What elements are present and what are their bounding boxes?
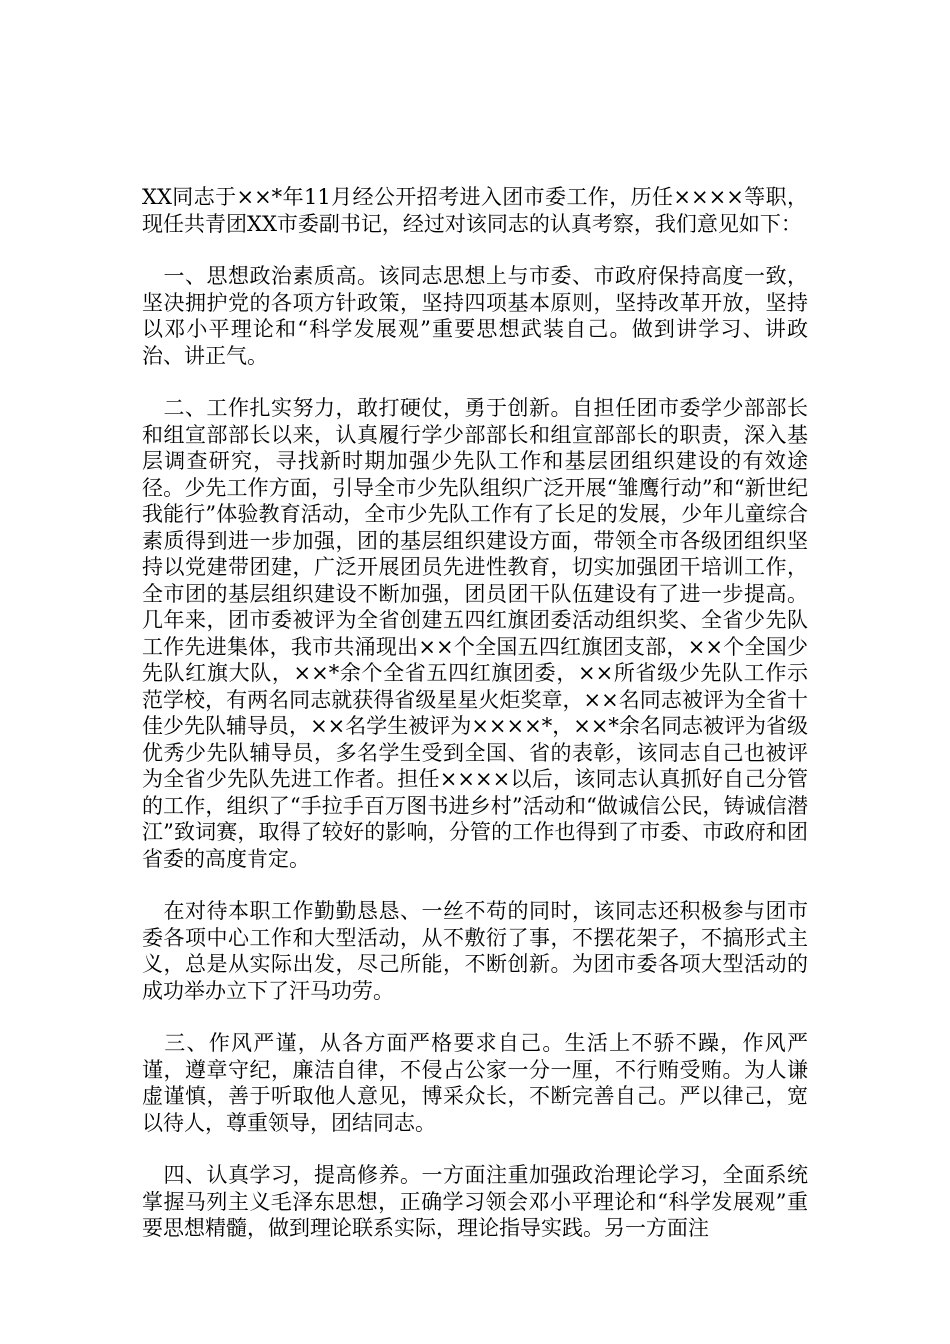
paragraph-work-style: 三、作风严谨，从各方面严格要求自己。生活上不骄不躁，作风严谨，遵章守纪，廉洁自律，不侵占公家一分一厘，不行贿受贿。为人谦虚谨慎，善于听取他人意见，博采众长，不断完善自己。严以律己，宽以待人，尊重领导，团结同志。: [142, 1031, 808, 1135]
document-body: [142, 184, 808, 1268]
paragraph-intro: XX同志于××*年11月经公开招考进入团市委工作，历任××××等职，现任共青团XX市委副书记，经过对该同志的认真考察，我们意见如下：: [142, 185, 808, 236]
paragraph-diligence: 在对待本职工作勤勤恳恳、一丝不苟的同时，该同志还积极参与团市委各项中心工作和大型活动，从不敷衍了事，不摆花架子，不搞形式主义，总是从实际出发，尽己所能，不断创新。为团市委各项大型活动的成功举办立下了汗马功劳。: [142, 899, 808, 1003]
paragraph-political-quality: 一、思想政治素质高。该同志思想上与市委、市政府保持高度一致，坚决拥护党的各项方针政策，坚持四项基本原则，坚持改革开放，坚持以邓小平理论和“科学发展观”重要思想武装自己。做到讲学习、讲政治、讲正气。: [142, 264, 808, 368]
paragraph-study: 四、认真学习，提高修养。一方面注重加强政治理论学习，全面系统掌握马列主义毛泽东思想，正确学习领会邓小平理论和“科学发展观”重要思想精髓，做到理论联系实际，理论指导实践。另一方面注: [142, 1163, 808, 1240]
paragraph-work-innovation: 二、工作扎实努力，敢打硬仗，勇于创新。自担任团市委学少部部长和组宣部部长以来，认真履行学少部部长和组宣部部长的职责，深入基层调查研究，寻找新时期加强少先队工作和基层团组织建设的有效途径。少先工作方面，引导全市少先队组织广泛开展“雏鹰行动”和“新世纪我能行”体验教育活动，全市少先队工作有了长足的发展，少年儿童综合素质得到进一步加强，团的基层组织建设方面，带领全市各级团组织坚持以党建带团建，广泛开展团员先进性教育，切实加强团干培训工作，全市团的基层组织建设不断加强，团员团干队伍建设有了进一步提高。几年来，团市委被评为全省创建五四红旗团委活动组织奖、全省少先队工作先进集体，我市共涌现出××个全国五四红旗团支部，××个全国少先队红旗大队，××*余个全省五四红旗团委，××所省级少先队工作示范学校，有两名同志就获得省级星星火炬奖章，××名同志被评为全省十佳少先队辅导员，××名学生被评为××××*，××*余名同志被评为省级优秀少先队辅导员，多名学生受到全国、省的表彰，该同志自己也被评为全省少先队先进工作者。担任××××以后，该同志认真抓好自己分管的工作，组织了“手拉手百万图书进乡村”活动和“做诚信公民，铸诚信潜江”致词赛，取得了较好的影响，分管的工作也得到了市委、市政府和团省委的高度肯定。: [142, 396, 808, 871]
